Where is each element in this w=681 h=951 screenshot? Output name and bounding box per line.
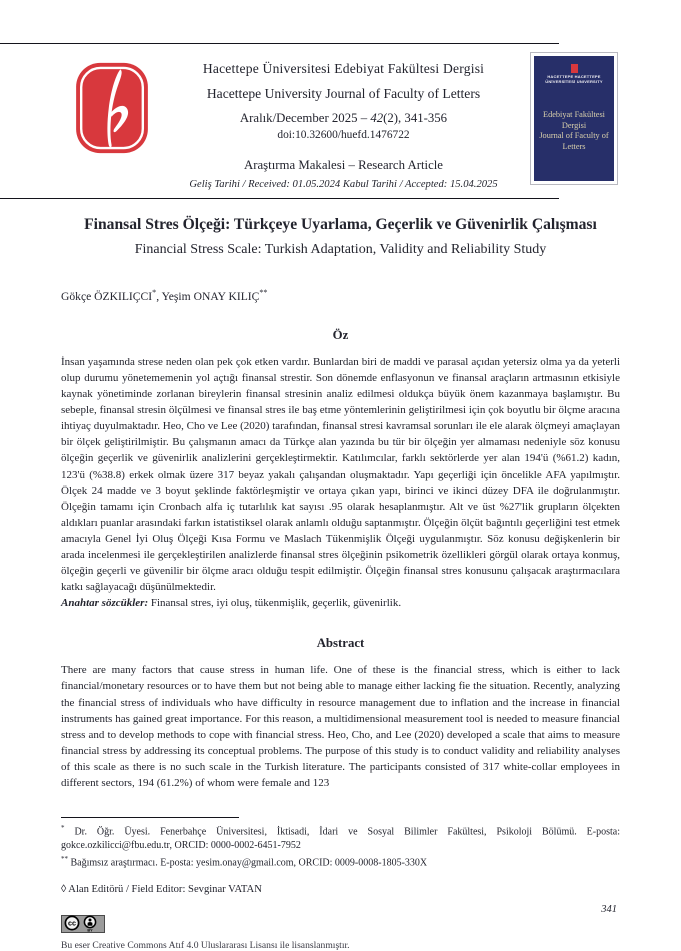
oz-heading: Öz [332,327,349,342]
article-title-tr: Finansal Stres Ölçeği: Türkçeye Uyarlama, Geçerlik ve Güvenirlik Çalışması [84,216,597,233]
received-accepted-dates: Geliş Tarihi / Received: 01.05.2024 Kabul Tarihi / Accepted: 15.04.2025 [189,179,498,190]
cc-by-label: BY [87,928,93,933]
article-title-en: Financial Stress Scale: Turkish Adaptation, Validity and Reliability Study [134,242,547,257]
header-text-block [161,50,526,190]
footnote-2-text: Bağımsız araştırmacı. E-posta: yesim.onay@gmail.com, ORCID: 0009-0008-1805-330X [68,856,428,868]
cover-title-en: Journal of Faculty of Letters [539,131,609,151]
hacettepe-logo-icon [75,62,149,154]
doi-line: doi:10.32600/huefd.1476722 [277,129,410,141]
oz-abstract-text [61,354,620,612]
journal-cover [534,56,614,181]
keywords-label: Anahtar sözcükler: [61,597,149,610]
journal-header [61,44,620,198]
cover-logo-icon [571,64,578,73]
footnote-1-text: Dr. Öğr. Üyesi. Fenerbahçe Üniversitesi, İktisadi, İdari ve Sosyal Bilimler Fakültesi, Psikoloji Bölümü. E-posta: gokce.ozkilicci@fbu.edu.tr, ORCID: 0000-0002-6451-7952 [61,826,620,852]
author-2: Yeşim ONAY KILIÇ [161,289,260,303]
authors-line [61,288,620,303]
issue-prefix: Aralık/December 2025 – [239,111,371,125]
journal-cover-thumbnail [530,52,618,185]
header-bottom-rule [0,198,559,199]
journal-first-page [0,43,681,951]
page-number: 341 [601,904,617,915]
journal-title-tr: Hacettepe Üniversitesi Edebiyat Fakültesi Dergisi [202,61,485,76]
footnote-2-marker: ** [61,854,68,863]
cover-title-tr: Edebiyat Fakültesi Dergisi [543,110,605,130]
journal-title-en: Hacettepe University Journal of Faculty of Letters [206,86,481,101]
license-statement: Bu eser Creative Commons Atıf 4.0 Uluslararası Lisansı ile lisanslanmıştır. [61,939,350,951]
footnote-2 [61,853,620,870]
cc-license-badge [61,915,620,938]
issue-suffix: (2), 341-356 [383,111,448,125]
author-1-footnote-marker: * [152,288,157,297]
cover-university-line1: HACETTEPE HACETTEPE [547,74,601,79]
author-separator: , [156,289,162,303]
oz-abstract-body: İnsan yaşamında strese neden olan pek çok etken vardır. Bunlardan biri de maddi ve parasal açıdan yetersiz olma ya da yeterli olup durumu yönetememenin yol açtığı finansal strestir. Son dönemde enflasyonun ve finansal araçların artmasının etkisiyle kaynak yönetiminde zorlanan bireylerin finansal stresinin analiz edilmesi oldukça büyük önem kazanmaya başlamıştır. Bu sebeple, finansal stresin ölçülmesi ve finansal stres ile baş etme yöntemlerinin geliştirilmesi için çok boyutlu bir ölçme aracına ihtiyaç duyulmaktadır. Heo, Cho ve Lee (2020) tarafından, finansal stresi kavramsal sorunları ile ele alarak ölçmeyi amaçlayan bir ölçek geliştirilmiştir. Bu çalışmanın amacı da Türkçe alan yazında bu tür bir ölçeğin yer almaması nedeniyle söz konusu ölçeğin geçerlik ve güvenirlik analizlerini gerçekleştirmektir. Katılımcılar, farklı sektörlerde yer alan 194'ü (%61.2) kadın, 123'ü (%38.8) erkek olmak üzere 317 beyaz yakalı çalışandan oluşmaktadır. Yapı geçerliği için öncelikle AFA yapılmıştır. Ölçek 24 madde ve 3 boyut şeklinde faktörleşmiştir ve ortaya çıkan yapı, birinci ve ikinci düzey DFA ile doğrulanmıştır. Ölçeğin tamamı için Cronbach alfa iç tutarlılık kat sayısı .95 olarak hesaplanmıştır. Alt ve üst %27'lik grupların ölçekten aldıkları puanlar arasındaki farkın istatistiksel olarak anlamlı olduğu saptanmıştır. Ölçeğin ölçüt bağıntılı geçerliğini test etmek amacıyla Genel İyi Oluş Ölçeği Kısa Formu ve Maslach Tükenmişlik Ölçeği uygulanmıştır. Söz konusu değişkenlerin bir arada incelenmesi ile gerçekleştirilen analizlerde finansal stres ölçeğinin psikometrik özellikleri görgül olarak ortaya konmuş, ölçeğin geçerli ve güvenilir bir ölçme aracı olduğu tespit edilmiştir. Ölçeğin finansal stres konusunu çalışacak araştırmacılara katkı sağlayacağı düşünülmektedir. [61,355,620,594]
footnote-1-marker: * [61,824,65,833]
svg-text:cc: cc [68,918,76,928]
footnote-1 [61,822,620,853]
field-editor-line: ◊ Alan Editörü / Field Editor: Sevginar VATAN [61,883,262,895]
author-2-footnote-marker: ** [259,288,268,297]
cover-journal-title [534,110,614,152]
abstract-text: There are many factors that cause stress in human life. One of these is the financial stress, which is either to lack financial/monetary resources or to have them but not being able to manage either lacking fie the situation. Recently, analyzing the financial stress of individuals who have difficulty in resource management due to inflation and the increase in financial instruments has gained great importance. For this reason, a multidimensional measurement tool is needed to measure financial stress and to develop methods to cope with financial stress. Heo, Cho, and Lee (2020) developed a scale that aims to measure financial stress by addressing its conceptual problems. The purpose of this study is to conduct validity and reliability analyses of this scale as there is no such scale in the Turkish literature. The participants consisted of 317 white-collar employees in different sectors, 194 (61.2%) of whom were female and 123 [61,664,620,790]
cover-university-line2: ÜNİVERSİTESİ UNIVERSITY [545,78,603,84]
hacettepe-logo [61,50,161,190]
article-type: Araştırma Makalesi – Research Article [244,158,443,172]
author-1: Gökçe ÖZKILIÇCI [61,289,153,303]
keywords-text: Finansal stres, iyi oluş, tükenmişlik, geçerlik, güvenirlik. [148,597,402,610]
cc-by-icon [61,915,105,933]
abstract-heading: Abstract [316,636,365,651]
issue-volume: 42 [370,111,384,125]
issue-line [161,111,526,126]
footnote-divider [61,817,239,818]
